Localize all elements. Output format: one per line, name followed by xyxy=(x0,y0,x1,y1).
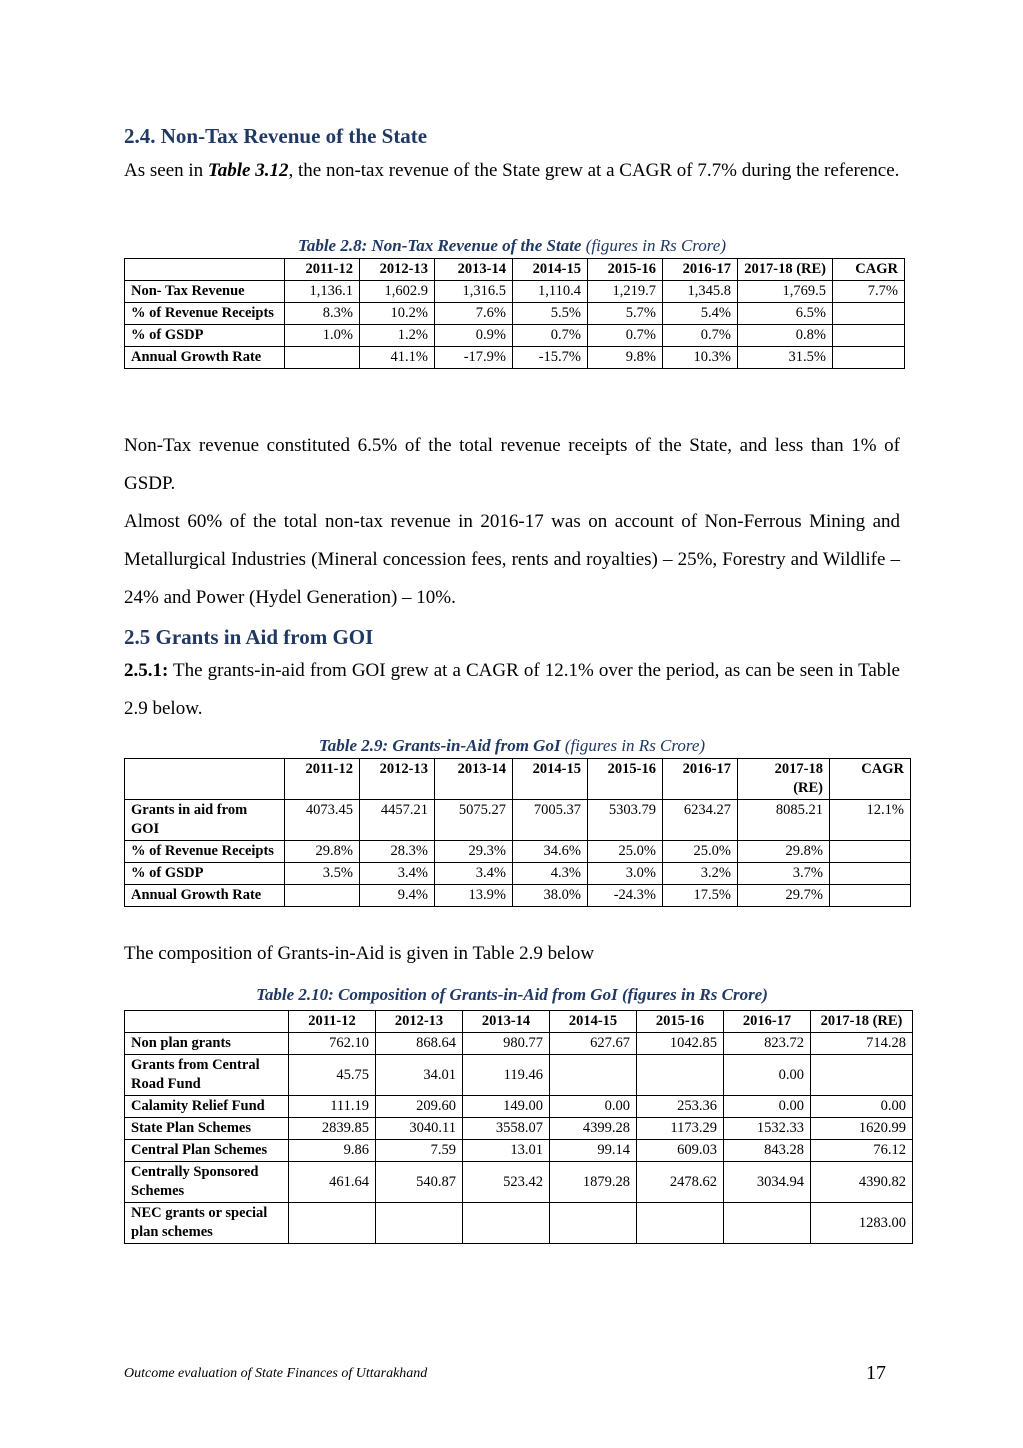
table-2-8-caption xyxy=(124,236,900,256)
table-cell: 41.1% xyxy=(360,347,435,369)
table-cell xyxy=(833,303,905,325)
table-cell: 1532.33 xyxy=(724,1118,811,1140)
column-header: 2012-13 xyxy=(376,1011,463,1033)
table-cell: 843.28 xyxy=(724,1140,811,1162)
table-cell: 6.5% xyxy=(738,303,833,325)
table-cell: 627.67 xyxy=(550,1033,637,1055)
table-cell xyxy=(811,1055,913,1096)
column-header: 2014-15 xyxy=(513,759,588,800)
table-cell: 540.87 xyxy=(376,1162,463,1203)
column-header: 2011-12 xyxy=(285,259,360,281)
table-cell: 714.28 xyxy=(811,1033,913,1055)
grants-composition-table xyxy=(124,1010,913,1244)
table-cell: 1283.00 xyxy=(811,1203,913,1244)
table-cell: 1.2% xyxy=(360,325,435,347)
column-header: 2014-15 xyxy=(550,1011,637,1033)
row-label: Non plan grants xyxy=(125,1033,289,1055)
non-tax-summary-paragraph: Non-Tax revenue constituted 6.5% of the total revenue receipts of the State, and less than 1% of GSDP. xyxy=(124,435,900,494)
table-cell: -24.3% xyxy=(588,885,663,907)
table-2-10-caption: Table 2.10: Composition of Grants-in-Aid from GoI (figures in Rs Crore) xyxy=(256,985,768,1004)
table-cell: 5.7% xyxy=(588,303,663,325)
table-cell: 5303.79 xyxy=(588,800,663,841)
table-cell xyxy=(637,1055,724,1096)
table-cell: 38.0% xyxy=(513,885,588,907)
table-cell: 5.5% xyxy=(513,303,588,325)
table-row xyxy=(125,1140,913,1162)
row-label: NEC grants or special plan schemes xyxy=(125,1203,289,1244)
table-row xyxy=(125,1096,913,1118)
column-header: 2012-13 xyxy=(360,759,435,800)
table-cell: 0.00 xyxy=(811,1096,913,1118)
table-row xyxy=(125,863,911,885)
section-heading-non-tax: 2.4. Non-Tax Revenue of the State xyxy=(124,124,428,148)
page-number: 17 xyxy=(866,1362,886,1384)
table-cell: 2478.62 xyxy=(637,1162,724,1203)
table-header-row xyxy=(125,1011,913,1033)
column-header: 2016-17 xyxy=(724,1011,811,1033)
intro-text-pre: As seen in xyxy=(124,160,208,181)
intro-paragraph xyxy=(124,152,900,190)
table-row xyxy=(125,1055,913,1096)
table-header-row xyxy=(125,759,911,800)
column-header xyxy=(125,759,285,800)
row-label: % of GSDP xyxy=(125,863,285,885)
table-cell: 45.75 xyxy=(289,1055,376,1096)
table-cell: 29.3% xyxy=(435,841,513,863)
row-label: Non- Tax Revenue xyxy=(125,281,285,303)
column-header: 2015-16 xyxy=(588,759,663,800)
column-header: 2015-16 xyxy=(588,259,663,281)
column-header: 2017-18 (RE) xyxy=(738,759,830,800)
table-cell: 0.9% xyxy=(435,325,513,347)
grants-paragraph xyxy=(124,652,900,728)
table-cell: 29.7% xyxy=(738,885,830,907)
row-label: Grants in aid from GOI xyxy=(125,800,285,841)
table-cell: 868.64 xyxy=(376,1033,463,1055)
table-row xyxy=(125,303,905,325)
table-cell: 3040.11 xyxy=(376,1118,463,1140)
table-cell xyxy=(724,1203,811,1244)
table-cell: 1,345.8 xyxy=(663,281,738,303)
grants-paragraph-label: 2.5.1: xyxy=(124,660,169,681)
table-cell: 209.60 xyxy=(376,1096,463,1118)
table-cell: 1042.85 xyxy=(637,1033,724,1055)
row-label: % of Revenue Receipts xyxy=(125,841,285,863)
table-cell: 28.3% xyxy=(360,841,435,863)
table-cell: 4457.21 xyxy=(360,800,435,841)
column-header xyxy=(125,1011,289,1033)
table-cell: 609.03 xyxy=(637,1140,724,1162)
table-cell: 0.7% xyxy=(513,325,588,347)
table-cell: 9.4% xyxy=(360,885,435,907)
table-cell: 461.64 xyxy=(289,1162,376,1203)
row-label: Annual Growth Rate xyxy=(125,347,285,369)
table-cell: 119.46 xyxy=(463,1055,550,1096)
column-header: 2013-14 xyxy=(435,259,513,281)
table-cell: 0.7% xyxy=(588,325,663,347)
table-cell: 29.8% xyxy=(738,841,830,863)
table-cell: 4.3% xyxy=(513,863,588,885)
table-cell: 3.5% xyxy=(285,863,360,885)
table-cell: 1,602.9 xyxy=(360,281,435,303)
column-header: 2016-17 xyxy=(663,759,738,800)
table-cell: 3558.07 xyxy=(463,1118,550,1140)
table-cell: 76.12 xyxy=(811,1140,913,1162)
table-cell: 0.00 xyxy=(724,1055,811,1096)
table-cell: 3.2% xyxy=(663,863,738,885)
table-cell: 8.3% xyxy=(285,303,360,325)
table-row xyxy=(125,347,905,369)
table-cell: 0.7% xyxy=(663,325,738,347)
table-cell xyxy=(289,1203,376,1244)
table-cell: 17.5% xyxy=(663,885,738,907)
table-cell: 1,136.1 xyxy=(285,281,360,303)
table-cell xyxy=(830,863,911,885)
grants-paragraph-text: The grants-in-aid from GOI grew at a CAGR of 12.1% over the period, as can be seen in Table 2.9 below. xyxy=(124,660,900,719)
table-cell xyxy=(285,885,360,907)
table-cell xyxy=(550,1203,637,1244)
table-row xyxy=(125,281,905,303)
row-label: Calamity Relief Fund xyxy=(125,1096,289,1118)
table-row xyxy=(125,1162,913,1203)
table-cell: 6234.27 xyxy=(663,800,738,841)
table-cell: 0.00 xyxy=(550,1096,637,1118)
table-2-9-caption-units: (figures in Rs Crore) xyxy=(560,736,706,755)
table-cell xyxy=(285,347,360,369)
row-label: % of GSDP xyxy=(125,325,285,347)
column-header: 2013-14 xyxy=(463,1011,550,1033)
column-header: 2011-12 xyxy=(285,759,360,800)
table-2-8-caption-units: (figures in Rs Crore) xyxy=(581,236,726,255)
table-row xyxy=(125,1203,913,1244)
table-cell: 7.7% xyxy=(833,281,905,303)
table-cell: 4390.82 xyxy=(811,1162,913,1203)
table-cell: 34.6% xyxy=(513,841,588,863)
table-cell: 29.8% xyxy=(285,841,360,863)
table-cell: 4399.28 xyxy=(550,1118,637,1140)
column-header: CAGR xyxy=(830,759,911,800)
column-header: 2017-18 (RE) xyxy=(811,1011,913,1033)
table-cell: 1,769.5 xyxy=(738,281,833,303)
table-cell: 10.3% xyxy=(663,347,738,369)
table-row xyxy=(125,841,911,863)
section-heading-grants: 2.5 Grants in Aid from GOI xyxy=(124,625,374,649)
table-cell: 3.4% xyxy=(360,863,435,885)
footer-title: Outcome evaluation of State Finances of Uttarakhand xyxy=(124,1366,428,1381)
column-header: 2012-13 xyxy=(360,259,435,281)
column-header: 2011-12 xyxy=(289,1011,376,1033)
table-cell: 523.42 xyxy=(463,1162,550,1203)
column-header xyxy=(125,259,285,281)
table-cell: 3034.94 xyxy=(724,1162,811,1203)
table-cell: 9.86 xyxy=(289,1140,376,1162)
table-cell xyxy=(833,325,905,347)
composition-intro-paragraph: The composition of Grants-in-Aid is given in Table 2.9 below xyxy=(124,943,595,964)
table-cell: 0.8% xyxy=(738,325,833,347)
column-header: 2014-15 xyxy=(513,259,588,281)
table-cell: 149.00 xyxy=(463,1096,550,1118)
table-reference: Table 3.12 xyxy=(207,160,289,181)
table-row xyxy=(125,800,911,841)
intro-text-post: , the non-tax revenue of the State grew at a CAGR of 7.7% during the reference. xyxy=(288,160,900,181)
table-cell: 1.0% xyxy=(285,325,360,347)
table-row xyxy=(125,325,905,347)
table-cell: 7005.37 xyxy=(513,800,588,841)
non-tax-revenue-table xyxy=(124,258,905,369)
row-label: Central Plan Schemes xyxy=(125,1140,289,1162)
table-cell: 25.0% xyxy=(588,841,663,863)
table-cell: 31.5% xyxy=(738,347,833,369)
table-cell: 1,316.5 xyxy=(435,281,513,303)
table-cell: 980.77 xyxy=(463,1033,550,1055)
row-label: Grants from Central Road Fund xyxy=(125,1055,289,1096)
table-cell: -15.7% xyxy=(513,347,588,369)
table-cell: 13.9% xyxy=(435,885,513,907)
table-cell: -17.9% xyxy=(435,347,513,369)
table-cell: 5.4% xyxy=(663,303,738,325)
row-label: Annual Growth Rate xyxy=(125,885,285,907)
table-cell: 823.72 xyxy=(724,1033,811,1055)
table-cell: 10.2% xyxy=(360,303,435,325)
table-cell: 1173.29 xyxy=(637,1118,724,1140)
table-cell xyxy=(550,1055,637,1096)
row-label: % of Revenue Receipts xyxy=(125,303,285,325)
table-cell: 9.8% xyxy=(588,347,663,369)
table-header-row xyxy=(125,259,905,281)
table-cell: 7.59 xyxy=(376,1140,463,1162)
non-tax-composition-paragraph: Almost 60% of the total non-tax revenue in 2016-17 was on account of Non-Ferrous Mining and Metallurgical Industries (Mineral concession fees, rents and royalties) – 25%, Forestry and Wildlife – 24% and Power (Hydel Generation) – 10%. xyxy=(124,511,900,608)
column-header: 2015-16 xyxy=(637,1011,724,1033)
table-cell: 762.10 xyxy=(289,1033,376,1055)
table-cell xyxy=(463,1203,550,1244)
column-header: CAGR xyxy=(833,259,905,281)
table-cell: 8085.21 xyxy=(738,800,830,841)
table-cell: 1,110.4 xyxy=(513,281,588,303)
table-cell: 4073.45 xyxy=(285,800,360,841)
table-2-8-caption-title: Table 2.8: Non-Tax Revenue of the State xyxy=(298,236,582,255)
table-cell: 34.01 xyxy=(376,1055,463,1096)
table-cell: 3.4% xyxy=(435,863,513,885)
table-cell: 99.14 xyxy=(550,1140,637,1162)
table-row xyxy=(125,1118,913,1140)
table-cell: 253.36 xyxy=(637,1096,724,1118)
table-cell xyxy=(376,1203,463,1244)
table-cell: 111.19 xyxy=(289,1096,376,1118)
table-cell: 5075.27 xyxy=(435,800,513,841)
table-cell xyxy=(830,841,911,863)
table-cell: 1879.28 xyxy=(550,1162,637,1203)
table-cell: 3.7% xyxy=(738,863,830,885)
column-header: 2017-18 (RE) xyxy=(738,259,833,281)
table-cell: 1,219.7 xyxy=(588,281,663,303)
table-2-9-caption xyxy=(124,736,900,756)
table-cell: 12.1% xyxy=(830,800,911,841)
column-header: 2016-17 xyxy=(663,259,738,281)
row-label: Centrally Sponsored Schemes xyxy=(125,1162,289,1203)
column-header: 2013-14 xyxy=(435,759,513,800)
table-cell: 1620.99 xyxy=(811,1118,913,1140)
table-cell xyxy=(830,885,911,907)
table-cell: 7.6% xyxy=(435,303,513,325)
table-cell: 13.01 xyxy=(463,1140,550,1162)
table-cell xyxy=(637,1203,724,1244)
table-cell: 0.00 xyxy=(724,1096,811,1118)
table-cell: 3.0% xyxy=(588,863,663,885)
table-2-9-caption-title: Table 2.9: Grants-in-Aid from GoI xyxy=(318,736,561,755)
table-cell: 2839.85 xyxy=(289,1118,376,1140)
table-cell: 25.0% xyxy=(663,841,738,863)
table-cell xyxy=(833,347,905,369)
grants-in-aid-table xyxy=(124,758,911,907)
table-row xyxy=(125,885,911,907)
table-row xyxy=(125,1033,913,1055)
row-label: State Plan Schemes xyxy=(125,1118,289,1140)
